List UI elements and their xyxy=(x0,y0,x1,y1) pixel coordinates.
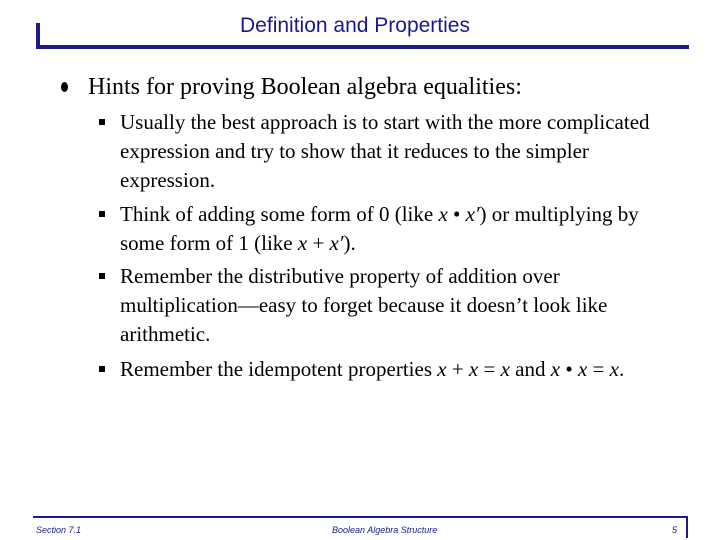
footer-section: Section 7.1 xyxy=(36,525,82,535)
bullet-marker xyxy=(61,82,68,92)
slide-title: Definition and Properties xyxy=(240,14,470,37)
header-rule xyxy=(36,45,689,49)
header-rule-tick xyxy=(36,23,40,49)
footer-rule-tick xyxy=(686,516,688,538)
sub-bullet-marker xyxy=(99,273,105,279)
slide-heading: Hints for proving Boolean algebra equalities: xyxy=(88,74,522,100)
hint-item-4: Remember the idempotent properties x + x = x and x • x = x. xyxy=(120,357,625,381)
hint-item-1: Usually the best approach is to start with the more complicated expression and try to show that it reduces to the simpler expression. xyxy=(120,110,650,192)
page-number: 5 xyxy=(672,525,678,535)
footer-subject: Boolean Algebra Structure xyxy=(332,525,438,535)
sub-bullet-marker xyxy=(99,119,105,125)
sub-bullet-marker xyxy=(99,366,105,372)
hint-item-3: Remember the distributive property of addition over multiplication—easy to forget because it doesn’t look like arithmetic. xyxy=(120,264,608,346)
sub-bullet-marker xyxy=(99,211,105,217)
footer-rule xyxy=(33,516,688,518)
hint-item-2: Think of adding some form of 0 (like x • x′) or multiplying by some form of 1 (like x + x′). xyxy=(120,202,639,255)
